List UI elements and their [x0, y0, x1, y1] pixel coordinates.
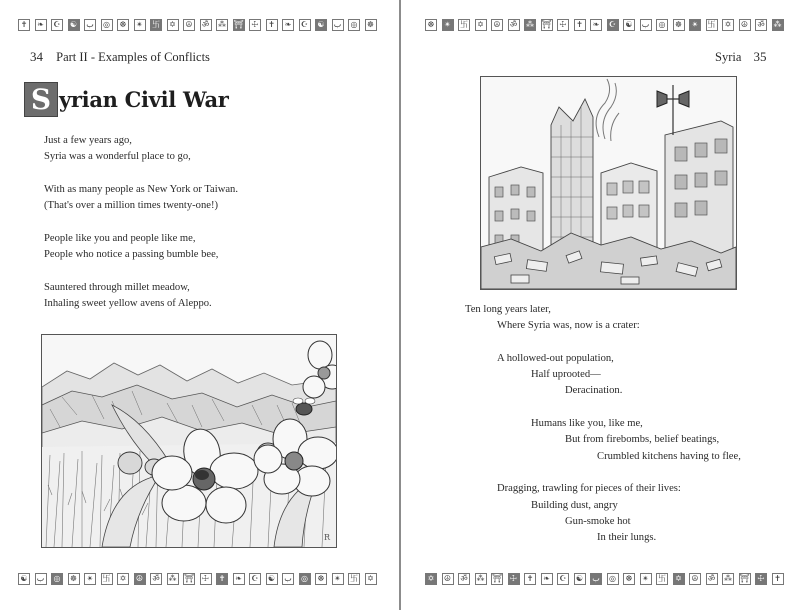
ornament-border-top — [18, 19, 377, 31]
artist-signature: R — [324, 533, 331, 542]
ornament-icon: ✝ — [18, 19, 30, 31]
ornament-border-bottom — [18, 573, 377, 585]
ornament-icon: ✴ — [84, 573, 96, 585]
ornament-icon: 卐 — [102, 574, 111, 583]
ornament-icon: ☸ — [673, 19, 685, 31]
ornament-icon: ☯ — [315, 19, 327, 31]
ornament-icon: ✝ — [574, 19, 586, 31]
ornament-icon: ❧ — [282, 19, 294, 31]
ornament-icon: ⁂ — [218, 20, 226, 29]
ornament-icon: ✝ — [216, 573, 228, 585]
ornament-icon: ☮ — [491, 19, 503, 31]
ornament-icon: ☩ — [249, 19, 261, 31]
ruins-illustration — [480, 76, 737, 290]
ornament-icon: ☩ — [508, 573, 520, 585]
ornament-icon: ☯ — [18, 573, 30, 585]
ornament-icon: ❧ — [233, 573, 245, 585]
ornament-border-top — [425, 19, 784, 31]
verse-line: But from firebombs, belief beatings, — [565, 434, 720, 446]
verse-line: Building dust, angry — [531, 499, 618, 511]
ornament-icon: ⛩ — [492, 574, 503, 583]
ornament-icon: ◎ — [51, 573, 63, 585]
ornament-icon: ॐ — [150, 573, 162, 585]
ornament-icon: ⁂ — [476, 574, 485, 583]
verse-line: Gun-smoke hot — [565, 515, 631, 527]
ornament-icon: ⁂ — [168, 574, 177, 583]
left-page — [0, 0, 399, 610]
verse-line: A hollowed-out population, — [497, 352, 614, 364]
ornament-icon: ✴ — [640, 573, 652, 585]
ornament-icon: ✴ — [332, 573, 344, 585]
verse-line: With as many people as New York or Taiwan. — [44, 183, 238, 195]
page-number: 34 — [30, 49, 43, 64]
ornament-icon: ☸ — [68, 573, 80, 585]
ornament-icon: 卐 — [707, 20, 716, 29]
ornament-icon: ☮ — [739, 19, 751, 31]
ornament-icon: ✴ — [689, 19, 701, 31]
ornament-icon: ☸ — [623, 573, 635, 585]
ornament-icon: ☩ — [200, 573, 212, 585]
ornament-icon: ✡ — [425, 573, 437, 585]
running-head-text: Syria — [715, 50, 742, 64]
ornament-icon: ◎ — [348, 19, 360, 31]
ornament-icon: ☸ — [425, 19, 437, 31]
ornament-icon: ⁂ — [773, 20, 782, 29]
ornament-icon: ◎ — [299, 573, 311, 585]
ornament-icon: ☮ — [689, 573, 701, 585]
ornament-icon: ✡ — [117, 573, 129, 585]
verse-line: Crumbled kitchens having to flee, — [597, 450, 741, 462]
ornament-icon: ⛩ — [739, 574, 750, 583]
ornament-icon: ✡ — [475, 19, 487, 31]
ornament-icon: ॐ — [755, 19, 767, 31]
page-title — [24, 82, 229, 117]
ornament-icon: ◎ — [656, 19, 668, 31]
ornament-icon: 卐 — [152, 20, 160, 29]
ornament-icon: ⛩ — [541, 20, 552, 29]
ornament-icon: ب — [35, 573, 47, 585]
drop-cap: S — [24, 82, 58, 117]
verse-line: People like you and people like me, — [44, 232, 196, 244]
ornament-icon: ☯ — [266, 573, 278, 585]
verse-line: Deracination. — [565, 385, 623, 397]
ornament-icon: ☸ — [315, 573, 327, 585]
verse-line: Ten long years later, — [465, 304, 551, 315]
ornament-icon: ◎ — [101, 19, 113, 31]
ornament-icon: ॐ — [508, 19, 520, 31]
meadow-drawing — [42, 335, 336, 547]
ornament-icon: ✝ — [772, 573, 784, 585]
verse-line: People who notice a passing bumble bee, — [44, 249, 219, 261]
meadow-illustration — [41, 334, 337, 548]
verse-line: Dragging, trawling for pieces of their lives: — [497, 483, 681, 495]
ornament-icon: ☮ — [442, 573, 454, 585]
ornament-icon: ◎ — [607, 573, 619, 585]
ornament-icon: ☩ — [755, 573, 767, 585]
ornament-icon: ☯ — [574, 573, 586, 585]
verse-line: Inhaling sweet yellow avens of Aleppo. — [44, 297, 212, 309]
ornament-icon: ✴ — [442, 19, 454, 31]
ornament-icon: ☸ — [117, 19, 129, 31]
right-page — [401, 0, 800, 610]
ornament-icon: ✡ — [673, 573, 685, 585]
ornament-icon: ✝ — [266, 19, 278, 31]
ornament-icon: ⛩ — [184, 574, 195, 583]
ornament-icon: ☯ — [623, 19, 635, 31]
ornament-icon: 卐 — [350, 574, 358, 583]
ornament-icon: ب — [590, 573, 602, 585]
title-text: yrian Civil War — [59, 87, 229, 112]
ornament-icon: ⁂ — [724, 574, 732, 583]
ornament-icon: ✝ — [524, 573, 536, 585]
ornament-icon: ⛩ — [233, 20, 244, 29]
ornament-icon: ✡ — [365, 573, 377, 585]
ornament-icon: ☪ — [607, 19, 619, 31]
ornament-icon: 卐 — [460, 20, 468, 29]
ornament-icon: ✴ — [134, 19, 146, 31]
ornament-icon: ب — [282, 573, 294, 585]
ornament-icon: ☩ — [557, 19, 569, 31]
ornament-icon: ✡ — [167, 19, 179, 31]
verse-line: Just a few years ago, — [44, 135, 132, 146]
verse-line: In their lungs. — [597, 532, 657, 544]
ornament-icon: ☯ — [68, 19, 80, 31]
running-head-text: Part II - Examples of Conflicts — [56, 50, 210, 64]
ornament-icon: ب — [640, 19, 652, 31]
ornament-icon: ☮ — [183, 19, 195, 31]
verse-line: Sauntered through millet meadow, — [44, 281, 190, 293]
verse-line: Where Syria was, now is a crater: — [497, 320, 640, 332]
ornament-icon: ❧ — [590, 19, 602, 31]
ornament-border-bottom — [425, 573, 784, 585]
ornament-icon: ✡ — [722, 19, 734, 31]
running-header-right — [715, 49, 767, 65]
ornament-icon: ☪ — [249, 573, 261, 585]
ornament-icon: ॐ — [458, 573, 470, 585]
ornament-icon: ☸ — [365, 19, 377, 31]
ornament-icon: ☪ — [299, 19, 311, 31]
ornament-icon: ب — [332, 19, 344, 31]
ornament-icon: ❧ — [541, 573, 553, 585]
poem-right — [465, 302, 741, 546]
poem-left — [44, 133, 238, 312]
verse-line: Half uprooted— — [531, 369, 601, 381]
ruins-drawing — [481, 77, 736, 289]
ornament-icon: 卐 — [658, 574, 666, 583]
ornament-icon: ❧ — [35, 19, 47, 31]
ornament-icon: ☪ — [557, 573, 569, 585]
ornament-icon: ب — [84, 19, 96, 31]
running-header-left — [30, 49, 210, 65]
ornament-icon: ☪ — [51, 19, 63, 31]
ornament-icon: ⁂ — [526, 20, 534, 29]
verse-line: (That's over a million times twenty-one!) — [44, 200, 219, 212]
page-number: 35 — [753, 49, 767, 64]
verse-line: Syria was a wonderful place to go, — [44, 151, 191, 163]
ornament-icon: ॐ — [706, 573, 718, 585]
ornament-icon: ☮ — [134, 573, 146, 585]
verse-line: Humans like you, like me, — [531, 418, 643, 430]
ornament-icon: ॐ — [200, 19, 212, 31]
